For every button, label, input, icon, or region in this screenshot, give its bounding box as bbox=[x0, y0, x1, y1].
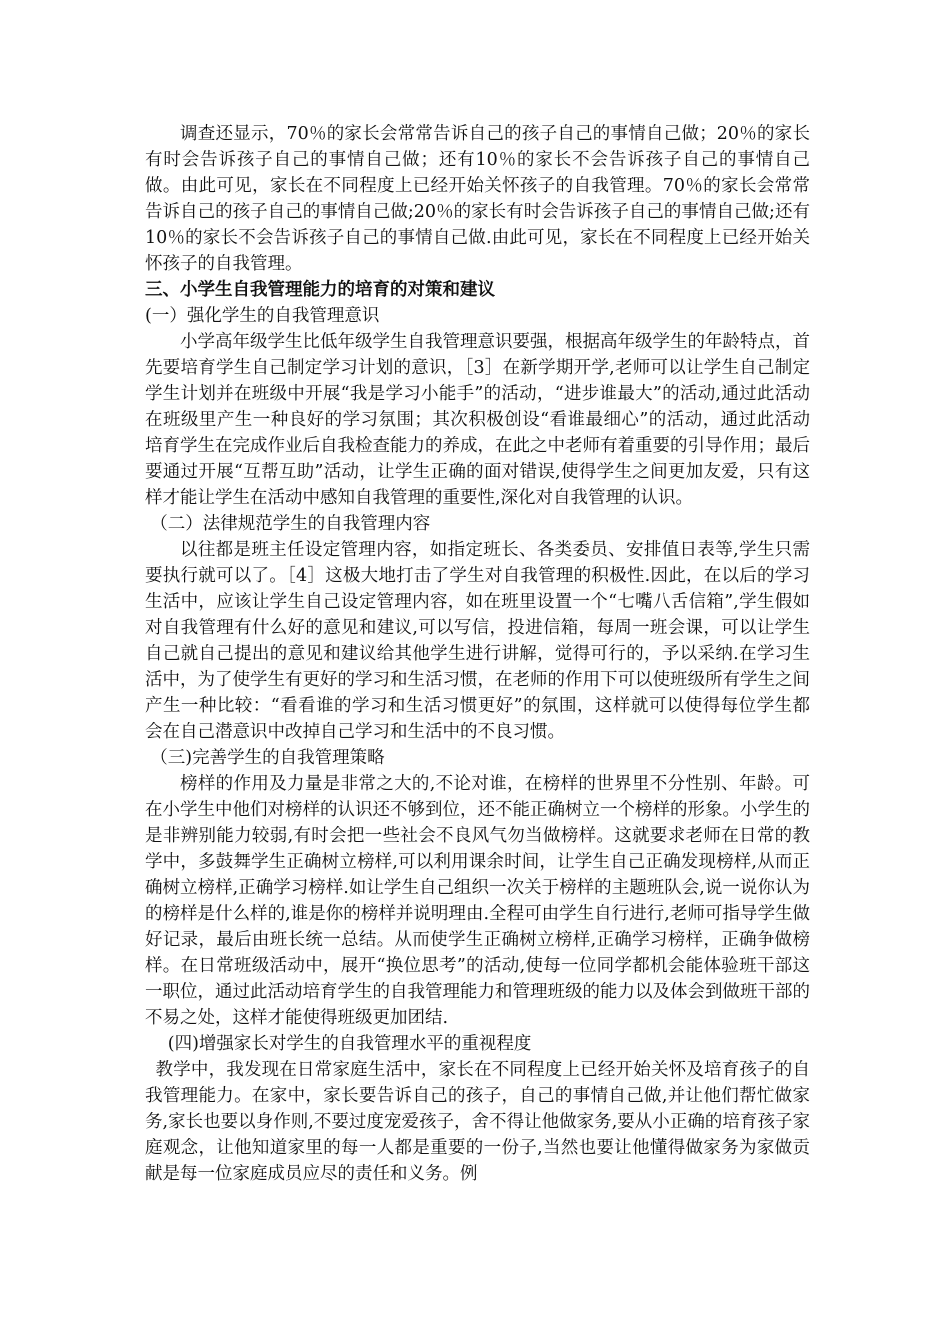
paragraph-sub2: 以往都是班主任设定管理内容，如指定班长、各类委员、安排值日表等,学生只需要执行就可以了。［4］这极大地打击了学生对自我管理的积极性.因此，在以后的学习生活中，应该让学生自己设定管理内容，如在班里设置一个“七嘴八舌信箱”,学生假如对自我管理有什么好的意见和建议,可以写信，投进信箱，每周一班会课，可以让学生自己就自己提出的意见和建议给其他学生进行讲解，觉得可行的，予以采纳.在学习生活中，为了使学生有更好的学习和生活习惯，在老师的作用下可以使班级所有学生之间产生一种比较：“看看谁的学习和生活习惯更好”的氛围，这样就可以使得每位学生都会在自己潜意识中改掉自己学习和生活中的不良习惯。 bbox=[145, 540, 810, 742]
paragraph-sub4: 教学中，我发现在日常家庭生活中，家长在不同程度上已经开始关怀及培育孩子的自我管理能力。在家中，家长要告诉自己的孩子，自己的事情自己做,并让他们帮忙做家务,家长也要以身作则,不要过度宠爱孩子，舍不得让他做家务,要从小正确的培育孩子家庭观念，让他知道家里的每一人都是重要的一份子,当然也要让他懂得做家务为家做贡献是每一位家庭成员应尽的责任和义务。例 bbox=[145, 1060, 810, 1184]
paragraph-sub3: 榜样的作用及力量是非常之大的,不论对谁，在榜样的世界里不分性别、年龄。可在小学生中他们对榜样的认识还不够到位，还不能正确树立一个榜样的形象。小学生的是非辨别能力较弱,有时会把一些社会不良风气勿当做榜样。这就要求老师在日常的教学中，多鼓舞学生正确树立榜样,可以利用课余时间，让学生自己正确发现榜样,从而正确树立榜样,正确学习榜样.如让学生自己组织一次关于榜样的主题班队会,说一说你认为的榜样是什么样的,谁是你的榜样并说明理由.全程可由学生自行进行,老师可指导学生做好记录，最后由班长统一总结。从而使学生正确树立榜样,正确学习榜样，正确争做榜样。在日常班级活动中，展开“换位思考”的活动,使每一位同学都机会能体验班干部这一职位，通过此活动培育学生的自我管理能力和管理班级的能力以及体会到做班干部的不易之处，这样才能使得班级更加团结. bbox=[145, 774, 810, 1028]
subheading-1: (一）强化学生的自我管理意识 bbox=[145, 306, 380, 326]
section-heading-3: 三、小学生自我管理能力的培育的对策和建议 bbox=[145, 280, 495, 300]
document-page bbox=[145, 121, 810, 1187]
subheading-3: （三)完善学生的自我管理策略 bbox=[150, 748, 385, 768]
subheading-4: (四)增强家长对学生的自我管理水平的重视程度 bbox=[167, 1034, 532, 1054]
subheading-2: （二）法律规范学生的自我管理内容 bbox=[150, 514, 431, 534]
paragraph-survey: 调查还显示，70％的家长会常常告诉自己的孩子自己的事情自己做；20％的家长有时会告诉孩子自己的事情自己做；还有10％的家长不会告诉孩子自己的事情自己做。由此可见，家长在不同程度上已经开始关怀孩子的自我管理。70％的家长会常常告诉自己的孩子自己的事情自己做;20％的家长有时会告诉孩子自己的事情自己做;还有10％的家长不会告诉孩子自己的事情自己做.由此可见，家长在不同程度上已经开始关怀孩子的自我管理。 bbox=[145, 124, 810, 274]
paragraph-sub1: 小学高年级学生比低年级学生自我管理意识要强，根据高年级学生的年龄特点，首先要培育学生自己制定学习计划的意识，［3］在新学期开学,老师可以让学生自己制定学生计划并在班级中开展“我是学习小能手”的活动，“进步谁最大”的活动,通过此活动在班级里产生一种良好的学习氛围；其次积极创设“看谁最细心”的活动，通过此活动培育学生在完成作业后自我检查能力的养成，在此之中老师有着重要的引导作用；最后要通过开展“互帮互助”活动，让学生正确的面对错误,使得学生之间更加友爱，只有这样才能让学生在活动中感知自我管理的重要性,深化对自我管理的认识。 bbox=[145, 332, 810, 508]
